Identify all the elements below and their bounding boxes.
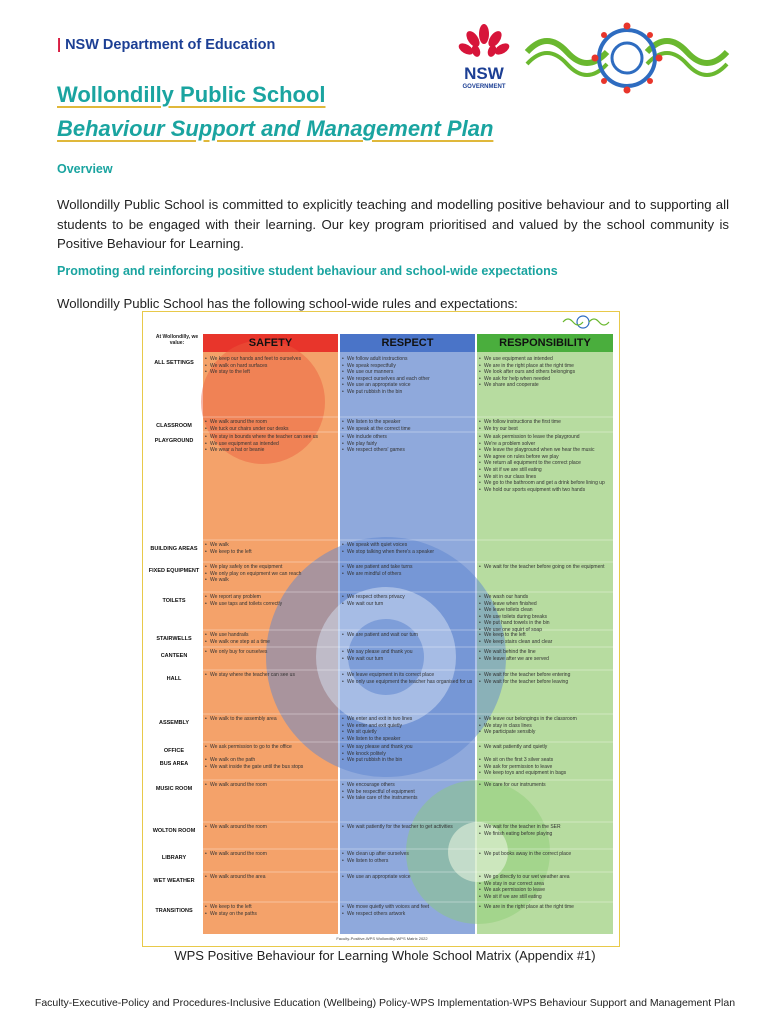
matrix-cell-respect <box>342 542 474 555</box>
matrix-expectation: • We speak respectfully <box>342 363 474 370</box>
matrix-cell-safety <box>205 434 337 454</box>
pbl-matrix <box>142 311 620 947</box>
matrix-cell-respect <box>342 434 474 454</box>
matrix-row-label: STAIRWELLS <box>156 636 192 642</box>
matrix-expectation: • We keep stairs clean and clear <box>479 639 612 646</box>
matrix-row-label: CLASSROOM <box>156 423 192 429</box>
matrix-expectation: • We ask permission to go to the office <box>205 744 337 751</box>
matrix-cell-responsibility <box>479 782 612 789</box>
matrix-expectation: • We go directly to our wet weather area <box>479 874 612 881</box>
safety-header: SAFETY <box>248 337 293 349</box>
matrix-expectation: • We leave our belongings in the classroom <box>479 716 612 723</box>
matrix-expectation: • We report any problem <box>205 594 337 601</box>
matrix-mini-logo <box>563 316 609 328</box>
matrix-expectation: • We wait for the teacher in the SER <box>479 824 612 831</box>
matrix-cell-list <box>205 874 337 881</box>
matrix-cell-respect <box>342 632 474 639</box>
matrix-row-label: HALL <box>166 676 182 682</box>
matrix-expectation: • We tuck our chairs under our desks <box>205 426 337 433</box>
matrix-cell-respect <box>342 744 474 757</box>
matrix-expectation: • We enter and exit quietly <box>342 723 474 730</box>
matrix-cell-safety <box>205 851 337 858</box>
matrix-expectation: • We wait our turn <box>342 656 474 663</box>
matrix-expectation: • We keep to the left <box>205 904 337 911</box>
matrix-expectation: • We walk one step at a time <box>205 639 337 646</box>
matrix-row-label: PLAYGROUND <box>154 438 194 444</box>
matrix-expectation: • We ask permission to leave <box>479 887 612 894</box>
matrix-expectation: • We sit if we are still eating <box>479 894 612 901</box>
matrix-expectation: • We include others <box>342 434 474 441</box>
matrix-cell-responsibility <box>479 594 612 634</box>
matrix-cell-safety <box>205 594 337 607</box>
respect-header: RESPECT <box>381 337 434 349</box>
matrix-cell-list <box>342 564 474 577</box>
matrix-cell-responsibility <box>479 716 612 736</box>
matrix-cell-safety <box>205 744 337 751</box>
matrix-expectation: • We wait for the teacher before entering <box>479 672 612 679</box>
matrix-row-label: TRANSITIONS <box>155 908 193 914</box>
matrix-expectation: • We sit in our class lines <box>479 474 612 481</box>
matrix-expectation: • We keep to the left <box>205 549 337 556</box>
matrix-cell-responsibility <box>479 632 612 645</box>
department-name: NSW Department of Education <box>65 37 276 53</box>
overview-heading: Overview <box>57 162 113 176</box>
matrix-expectation: • We respect ourselves and each other <box>342 376 474 383</box>
matrix-expectation: • We speak at the correct time <box>342 426 474 433</box>
matrix-expectation: • We stay in bounds where the teacher can see us <box>205 434 337 441</box>
matrix-cell-respect <box>342 851 474 864</box>
matrix-cell-list <box>342 542 474 555</box>
matrix-cell-respect <box>342 904 474 917</box>
matrix-caption: WPS Positive Behaviour for Learning Whole School Matrix (Appendix #1) <box>174 948 596 963</box>
matrix-cell-list <box>205 419 337 432</box>
matrix-expectation: • We walk around the room <box>205 419 337 426</box>
matrix-cell-list <box>479 904 612 911</box>
matrix-cell-responsibility <box>479 419 612 432</box>
matrix-cell-responsibility <box>479 564 612 571</box>
matrix-expectation: • We enter and exit in two lines <box>342 716 474 723</box>
matrix-expectation: • We sit if we are still eating <box>479 467 612 474</box>
matrix-expectation: • We participate sensibly <box>479 729 612 736</box>
page-footer: Faculty-Executive-Policy and Procedures-Inclusive Education (Wellbeing) Policy-WPS Implementation-WPS Behaviour Support and Management Plan <box>34 997 736 1009</box>
matrix-expectation: • We sit quietly <box>342 729 474 736</box>
matrix-expectation: • We use equipment as intended <box>205 441 337 448</box>
matrix-expectation: • We wash our hands <box>479 594 612 601</box>
matrix-cell-responsibility <box>479 757 612 777</box>
matrix-cell-list <box>205 824 337 831</box>
plan-title: Behaviour Support and Management Plan <box>57 116 494 141</box>
matrix-expectation: • We look after ours and others belongings <box>479 369 612 376</box>
matrix-cell-respect <box>342 419 474 432</box>
matrix-row-label: CANTEEN <box>160 653 188 659</box>
matrix-cell-safety <box>205 564 337 584</box>
matrix-expectation: • We use an appropriate voice <box>342 874 474 881</box>
matrix-expectation: • We only buy for ourselves <box>205 649 337 656</box>
matrix-expectation: • We take care of the instruments <box>342 795 474 802</box>
matrix-expectation: • We encourage others <box>342 782 474 789</box>
matrix-cell-list <box>479 824 612 837</box>
matrix-values-label: At Wollondilly, we value: <box>155 334 199 346</box>
matrix-cell-respect <box>342 649 474 662</box>
matrix-cell-list <box>479 757 612 777</box>
matrix-cell-list <box>342 672 474 685</box>
matrix-expectation: • We listen to the speaker <box>342 736 474 743</box>
matrix-expectation: • We respect others privacy <box>342 594 474 601</box>
matrix-cell-safety <box>205 356 337 376</box>
matrix-cell-safety <box>205 904 337 917</box>
matrix-cell-list <box>205 649 337 656</box>
matrix-cell-list <box>342 757 474 764</box>
matrix-expectation: • We put hand towels in the bin <box>479 620 612 627</box>
matrix-footer-note: Faculty-Positive-WPS Wollondilly-WPS Matrix 2022 <box>336 936 428 941</box>
matrix-cell-responsibility <box>479 824 612 837</box>
matrix-cell-list <box>342 434 474 454</box>
matrix-expectation: • We respect others artwork <box>342 911 474 918</box>
matrix-expectation: • We put rubbish in the bin <box>342 389 474 396</box>
matrix-cell-responsibility <box>479 649 612 662</box>
matrix-expectation: • We wear a hat or beanie <box>205 447 337 454</box>
nsw-logo-text: NSW <box>464 64 504 83</box>
matrix-row-label: BUILDING AREAS <box>150 546 198 552</box>
matrix-cell-list <box>479 632 612 645</box>
matrix-expectation: • We play safely on the equipment <box>205 564 337 571</box>
matrix-cell-list <box>342 716 474 742</box>
matrix-expectation: • We leave equipment in its correct place <box>342 672 474 679</box>
responsibility-header: RESPONSIBILITY <box>499 337 591 349</box>
matrix-expectation: • We sit on the first 3 silver seats <box>479 757 612 764</box>
matrix-row-label: FIXED EQUIPMENT <box>148 568 200 574</box>
matrix-expectation: • We agree on rules before we play <box>479 454 612 461</box>
matrix-cell-responsibility <box>479 672 612 685</box>
header-divider: | <box>57 37 62 53</box>
matrix-expectation: • We use one squirt of soap <box>479 627 612 634</box>
matrix-cell-list <box>205 757 337 770</box>
matrix-cell-responsibility <box>479 851 612 858</box>
matrix-expectation: • We follow instructions the first time <box>479 419 612 426</box>
school-title: Wollondilly Public School <box>57 82 326 107</box>
matrix-cell-list <box>205 672 337 679</box>
matrix-expectation: • We wait patiently and quietly <box>479 744 612 751</box>
matrix-row-label: MUSIC ROOM <box>155 786 193 792</box>
matrix-cell-respect <box>342 594 474 607</box>
matrix-expectation: • We walk to the assembly area <box>205 716 337 723</box>
matrix-cell-respect <box>342 757 474 764</box>
matrix-cell-safety <box>205 716 337 723</box>
matrix-cell-list <box>205 744 337 751</box>
matrix-row-label: ALL SETTINGS <box>154 360 194 366</box>
matrix-cell-respect <box>342 874 474 881</box>
matrix-expectation: • We stay in our correct area <box>479 881 612 888</box>
matrix-cell-list <box>205 542 337 555</box>
matrix-cell-safety <box>205 874 337 881</box>
matrix-cell-list <box>479 356 612 389</box>
matrix-expectation: • We stay on the paths <box>205 911 337 918</box>
matrix-expectation: • We're a problem solver <box>479 441 612 448</box>
matrix-cell-responsibility <box>479 356 612 389</box>
matrix-expectation: • We are mindful of others <box>342 571 474 578</box>
department-header <box>57 37 275 53</box>
matrix-cell-list <box>342 824 474 831</box>
matrix-expectation: • We stay where the teacher can see us <box>205 672 337 679</box>
matrix-cell-list <box>479 851 612 858</box>
matrix-expectation: • We ask for permission to leave <box>479 764 612 771</box>
matrix-row-label: TOILETS <box>162 598 186 604</box>
matrix-cell-responsibility <box>479 874 612 900</box>
matrix-cell-list <box>342 851 474 864</box>
matrix-expectation: • We play fairly <box>342 441 474 448</box>
matrix-expectation: • We stop talking when there's a speaker <box>342 549 474 556</box>
matrix-expectation: • We use an appropriate voice <box>342 382 474 389</box>
matrix-cell-list <box>205 851 337 858</box>
matrix-expectation: • We are patient and take turns <box>342 564 474 571</box>
matrix-expectation: • We walk around the room <box>205 824 337 831</box>
matrix-cell-list <box>479 716 612 736</box>
matrix-cell-list <box>205 564 337 584</box>
matrix-expectation: • We hold our sports equipment with two hands <box>479 487 612 494</box>
matrix-cell-list <box>479 434 612 493</box>
matrix-cell-safety <box>205 757 337 770</box>
matrix-expectation: • We walk around the room <box>205 851 337 858</box>
nsw-government-logo <box>454 22 514 92</box>
matrix-row-label: OFFICE <box>163 748 185 754</box>
matrix-expectation: • We wait for the teacher before going on the equipment <box>479 564 612 571</box>
overview-paragraph: Wollondilly Public School is committed to explicitly teaching and modelling positive behaviour and to supporting all students to be engaged with their learning. Our key program prioritised and valued by the school community is Positive Behaviour for Learning. <box>57 197 729 251</box>
matrix-expectation: • We leave after we are served <box>479 656 612 663</box>
school-logo <box>522 22 732 94</box>
matrix-expectation: • We walk on the path <box>205 757 337 764</box>
matrix-cell-list <box>342 649 474 662</box>
matrix-expectation: • We speak with quiet voices <box>342 542 474 549</box>
matrix-expectation: • We keep to the left <box>479 632 612 639</box>
matrix-expectation: • We say please and thank you <box>342 649 474 656</box>
matrix-expectation: • We say please and thank you <box>342 744 474 751</box>
matrix-cell-list <box>479 649 612 662</box>
matrix-expectation: • We only use equipment the teacher has organised for us <box>342 679 474 686</box>
matrix-cell-list <box>479 874 612 900</box>
matrix-expectation: • We clean up after ourselves <box>342 851 474 858</box>
matrix-expectation: • We listen to the speaker <box>342 419 474 426</box>
matrix-expectation: • We use our manners <box>342 369 474 376</box>
matrix-expectation: • We try our best <box>479 426 612 433</box>
matrix-cell-list <box>342 632 474 639</box>
matrix-cell-respect <box>342 564 474 577</box>
matrix-expectation: • We move quietly with voices and feet <box>342 904 474 911</box>
matrix-cell-safety <box>205 649 337 656</box>
matrix-expectation: • We stay in class lines <box>479 723 612 730</box>
matrix-cell-list <box>342 874 474 881</box>
matrix-cell-list <box>342 904 474 917</box>
matrix-row-label: WOLTON ROOM <box>152 828 196 834</box>
matrix-cell-respect <box>342 782 474 802</box>
matrix-expectation: • We be respectful of equipment <box>342 789 474 796</box>
matrix-cell-safety <box>205 632 337 645</box>
matrix-expectation: • We wait for the teacher before leaving <box>479 679 612 686</box>
matrix-expectation: • We use handrails <box>205 632 337 639</box>
matrix-row-label: ASSEMBLY <box>158 720 190 726</box>
matrix-cell-list <box>479 744 612 751</box>
matrix-expectation: • We use toilets during breaks <box>479 614 612 621</box>
matrix-cell-list <box>205 716 337 723</box>
matrix-cell-list <box>342 594 474 607</box>
matrix-expectation: • We are in the right place at the right time <box>479 904 612 911</box>
matrix-expectation: • We respect others' games <box>342 447 474 454</box>
matrix-cell-list <box>205 356 337 376</box>
matrix-expectation: • We finish eating before playing <box>479 831 612 838</box>
matrix-expectation: • We walk on hard surfaces <box>205 363 337 370</box>
matrix-expectation: • We wait patiently for the teacher to get activities <box>342 824 474 831</box>
matrix-cell-safety <box>205 672 337 679</box>
matrix-cell-safety <box>205 419 337 432</box>
matrix-expectation: • We walk <box>205 542 337 549</box>
matrix-cell-responsibility <box>479 434 612 493</box>
matrix-cell-list <box>342 782 474 802</box>
matrix-row-label: LIBRARY <box>161 855 187 861</box>
matrix-expectation: • We ask permission to leave the playground <box>479 434 612 441</box>
matrix-expectation: • We knock politely <box>342 751 474 758</box>
matrix-cell-list <box>479 564 612 571</box>
matrix-expectation: • We return all equipment to the correct place <box>479 460 612 467</box>
matrix-expectation: • We wait behind the line <box>479 649 612 656</box>
expectations-intro: Wollondilly Public School has the following school-wide rules and expectations: <box>57 296 518 311</box>
matrix-cell-list <box>479 419 612 432</box>
matrix-cell-respect <box>342 716 474 742</box>
matrix-expectation: • We are patient and wait our turn <box>342 632 474 639</box>
matrix-cell-respect <box>342 672 474 685</box>
matrix-expectation: • We walk around the room <box>205 782 337 789</box>
matrix-expectation: • We use taps and toilets correctly <box>205 601 337 608</box>
matrix-cell-responsibility <box>479 904 612 911</box>
matrix-cell-list <box>342 356 474 396</box>
matrix-expectation: • We put books away in the correct place <box>479 851 612 858</box>
nsw-logo-subtext: GOVERNMENT <box>462 84 506 90</box>
matrix-cell-list <box>479 782 612 789</box>
matrix-expectation: • We stay to the left <box>205 369 337 376</box>
matrix-expectation: • We wait inside the gate until the bus stops <box>205 764 337 771</box>
matrix-expectation: • We keep toys and equipment in bags <box>479 770 612 777</box>
matrix-expectation: • We leave toilets clean <box>479 607 612 614</box>
matrix-cell-list <box>205 594 337 607</box>
matrix-expectation: • We follow adult instructions <box>342 356 474 363</box>
matrix-expectation: • We wait our turn <box>342 601 474 608</box>
matrix-expectation: • We are in the right place at the right time <box>479 363 612 370</box>
matrix-cell-list <box>205 782 337 789</box>
matrix-expectation: • We share and cooperate <box>479 382 612 389</box>
matrix-expectation: • We leave the playground when we hear the music <box>479 447 612 454</box>
matrix-expectation: • We care for our instruments <box>479 782 612 789</box>
matrix-expectation: • We walk <box>205 577 337 584</box>
matrix-cell-respect <box>342 824 474 831</box>
matrix-cell-safety <box>205 782 337 789</box>
matrix-cell-list <box>342 419 474 432</box>
matrix-cell-list <box>205 904 337 917</box>
matrix-cell-list <box>342 744 474 757</box>
matrix-cell-respect <box>342 356 474 396</box>
matrix-cell-list <box>205 434 337 454</box>
matrix-cell-list <box>205 632 337 645</box>
matrix-cell-list <box>479 672 612 685</box>
matrix-cell-responsibility <box>479 744 612 751</box>
matrix-expectation: • We put rubbish in the bin <box>342 757 474 764</box>
matrix-expectation: • We only play on equipment we can reach <box>205 571 337 578</box>
matrix-expectation: • We listen to others <box>342 858 474 865</box>
matrix-expectation: • We go to the bathroom and get a drink before lining up <box>479 480 612 487</box>
matrix-row-label: WET WEATHER <box>153 878 195 884</box>
matrix-cell-safety <box>205 824 337 831</box>
promoting-heading: Promoting and reinforcing positive student behaviour and school-wide expectations <box>57 264 558 278</box>
matrix-cell-list <box>479 594 612 634</box>
matrix-cell-safety <box>205 542 337 555</box>
matrix-expectation: • We keep our hands and feet to ourselves <box>205 356 337 363</box>
matrix-expectation: • We ask for help when needed <box>479 376 612 383</box>
matrix-expectation: • We leave when finished <box>479 601 612 608</box>
matrix-row-label: BUS AREA <box>159 761 189 767</box>
matrix-expectation: • We use equipment as intended <box>479 356 612 363</box>
matrix-expectation: • We walk around the area <box>205 874 337 881</box>
